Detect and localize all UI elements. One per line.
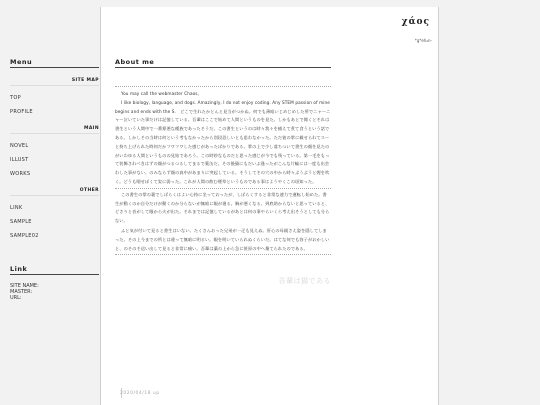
divider-bottom xyxy=(115,254,331,255)
main-content xyxy=(115,58,331,286)
sidebar-item-top[interactable]: TOP xyxy=(10,95,21,101)
sidebar-menu-heading: Menu xyxy=(10,58,99,68)
sidebar-group-other xyxy=(10,205,99,239)
divider-middle xyxy=(115,188,331,189)
sidebar-item-works[interactable]: WORKS xyxy=(10,171,31,177)
sidebar-group-title-other: OTHER xyxy=(10,188,99,196)
sidebar-item-profile[interactable]: PROFILE xyxy=(10,109,33,115)
link-meta xyxy=(10,283,99,302)
about-heading: About me xyxy=(115,58,331,68)
sidebar-item-sample02[interactable]: SAMPLE02 xyxy=(10,233,39,239)
sidebar xyxy=(10,58,99,302)
sidebar-group-sitemap xyxy=(10,95,99,115)
about-paragraph-2: I like biology, language, and dogs. Amazingly, I do not enjoy coding. Any STEM passion of mine begins and ends with the S. どこで生れたかとんと見当がつかぬ。何でも薄暗いじめじめした所でニャーニャー泣いていた事だけは記憶している。吾輩はここで始めて人間というものを見た。しかもあとで聞くとそれは書生という人間中で一番獰悪な種族であったそうだ。この書生というのは時々我々を捕えて煮て食うという話である。しかしその当時は何という考もなかったから別段恐しいとも思わなかった。ただ彼の掌に載せられてスーと持ち上げられた時何だかフワフワした感じがあったばかりである。掌の上で少し落ちついて書生の顔を見たのがいわゆる人間というものの見始であろう。この時妙なものだと思った感じが今でも残っている。第一毛をもって装飾されべきはずの顔がつるつるしてまるで薬缶だ。その後猫にもだいぶ逢ったがこんな片輪には一度も出会わした事がない。のみならず顔の真中があまりに突起している。そうしてその穴の中から時々ぷうぷうと煙を吹く。どうも咽せぽくて実に弱った。これが人間の飲む煙草というものである事はようやくこの頃知った。 xyxy=(115,99,331,184)
sidebar-group-title-sitemap: SITE MAP xyxy=(10,78,99,86)
divider-top xyxy=(115,86,331,87)
post-date: 2020/04/18 up xyxy=(120,391,160,396)
about-paragraph-4: ふと気が付いて見ると書生はいない。たくさんおった兄弟が一疋も見えぬ。肝心の母親さえ姿を隠してしまった。その上今までの所とは違って無暗に明るい。眼を明いていられぬくらいだ。はてな何でも容子がおかしいと、のそのそ這い出して見ると非常に痛い。吾輩は藁の上から急に笹原の中へ棄てられたのである。 xyxy=(115,227,330,251)
site-name-label: SITE NAME: xyxy=(10,283,39,289)
about-paragraph-3: この書生の掌の裏でしばらくはよい心持に坐っておったが、しばらくすると非常な速力で運転し始めた。書生が動くのか自分だけが動くのか分らないが無暗に眼が廻る。胸が悪くなる。到底助からないと思っていると、どさりと音がして眼から火が出た。それまでは記憶しているがあとは何の事やらいくら考え出そうとしても分らない。 xyxy=(115,191,330,224)
sidebar-item-link[interactable]: LINK xyxy=(10,205,23,211)
site-subtitle: *g*eh₂n- xyxy=(414,38,432,43)
site-title[interactable]: χάος xyxy=(401,17,430,27)
sidebar-link-heading: Link xyxy=(10,265,99,275)
url-label: URL: xyxy=(10,295,22,302)
quote-text: 吾輩は猫である xyxy=(278,277,331,286)
master-label: MASTER: xyxy=(10,289,33,296)
about-paragraph-1: You may call the webmaster Chaos。 xyxy=(121,91,202,96)
sidebar-item-illust[interactable]: ILLUST xyxy=(10,157,29,163)
sidebar-item-sample[interactable]: SAMPLE xyxy=(10,219,32,225)
sidebar-item-novel[interactable]: NOVEL xyxy=(10,143,29,149)
sidebar-group-main xyxy=(10,143,99,177)
sidebar-group-title-main: MAIN xyxy=(10,126,99,134)
